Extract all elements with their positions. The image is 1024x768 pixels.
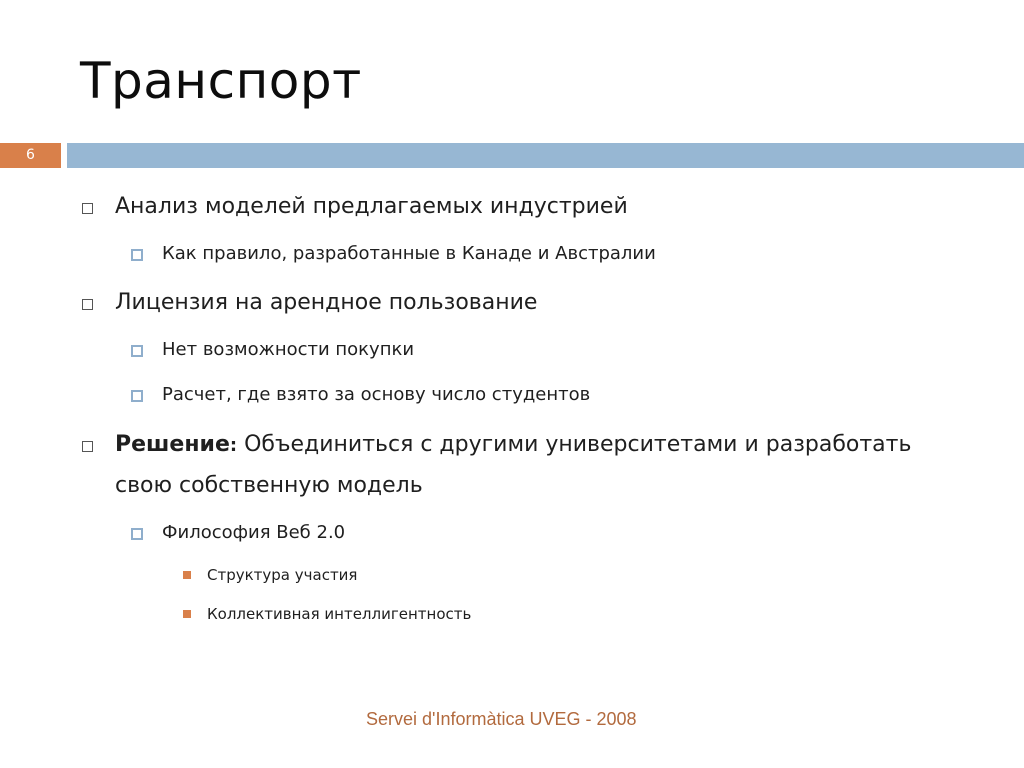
bullet-square-icon	[82, 299, 93, 310]
sub-sub-bullet-item: Коллективная интеллигентность	[207, 605, 472, 623]
bullet-item	[115, 425, 911, 466]
bullet-item: Анализ моделей предлагаемых индустрией	[115, 194, 628, 219]
sub-bullet-item: Философия Веб 2.0	[162, 522, 346, 543]
sub-sub-bullet-item: Структура участия	[207, 566, 358, 584]
slide-footer: Servei d'Informàtica UVEG - 2008	[366, 709, 637, 729]
title-divider-bar	[67, 143, 1024, 168]
bullet-square-icon	[131, 528, 143, 540]
sub-bullet-item: Расчет, где взято за основу число студентов	[162, 384, 591, 405]
bullet-square-icon	[131, 249, 143, 261]
slide-title: Транспорт	[80, 52, 362, 110]
bullet-square-icon	[183, 610, 191, 618]
bullet-text: Объединиться с другими университетами и разработать	[237, 432, 912, 457]
bullet-square-icon	[131, 345, 143, 357]
bullet-square-icon	[82, 441, 93, 452]
bullet-colon: :	[229, 435, 238, 456]
sub-bullet-item: Нет возможности покупки	[162, 339, 415, 360]
bullet-square-icon	[82, 203, 93, 214]
slide-number: 6	[0, 143, 61, 168]
bullet-bold-label: Решение	[115, 432, 230, 457]
sub-bullet-item: Как правило, разработанные в Канаде и Австралии	[162, 243, 656, 264]
bullet-item: Лицензия на арендное пользование	[115, 290, 538, 315]
bullet-square-icon	[183, 571, 191, 579]
bullet-item-continuation: свою собственную модель	[115, 473, 423, 498]
bullet-square-icon	[131, 390, 143, 402]
